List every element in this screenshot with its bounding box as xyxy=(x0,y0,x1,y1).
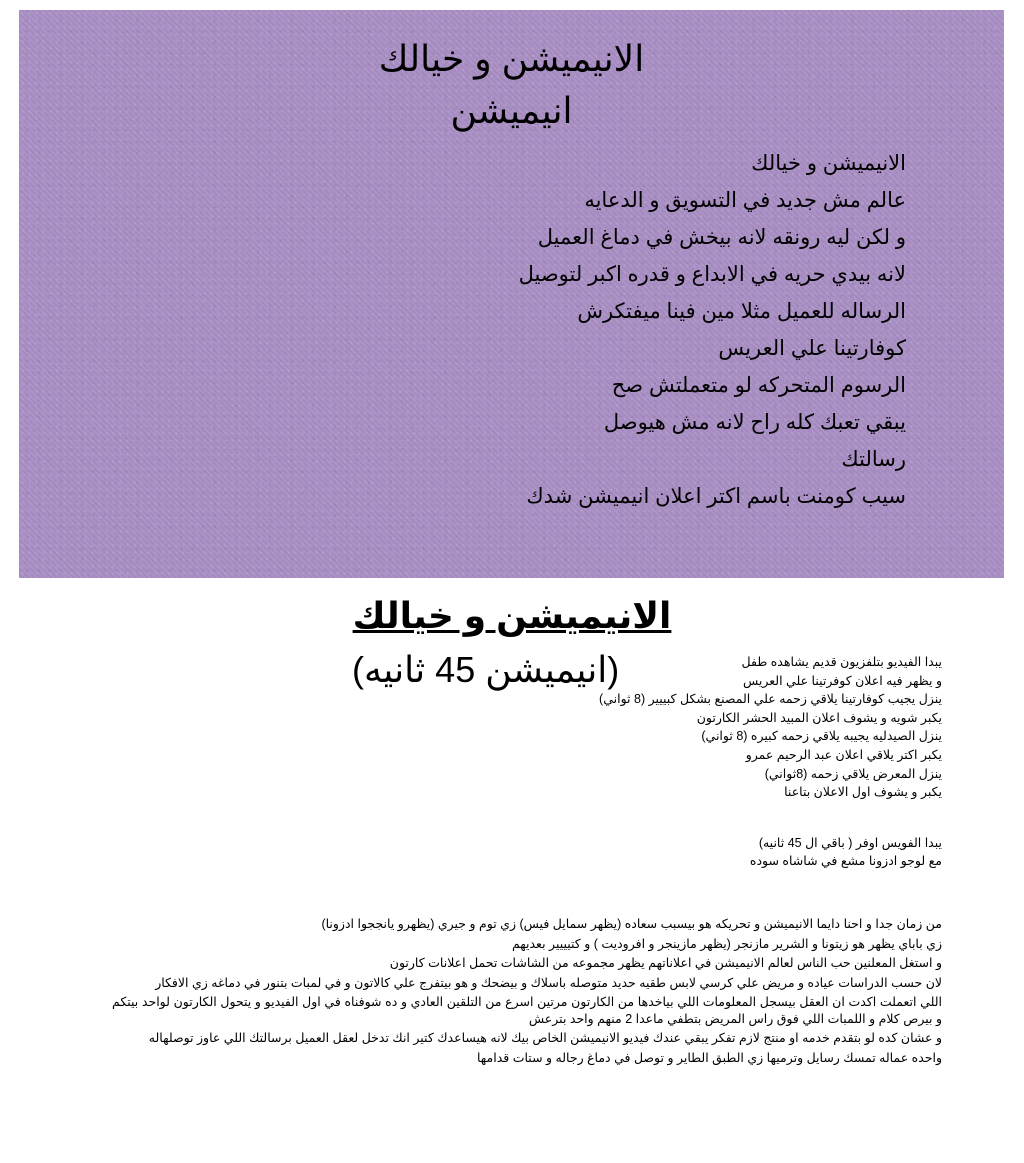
slide-line: عالم مش جديد في التسويق و الدعايه xyxy=(584,189,906,212)
script-line: يكبر شويه و يشوف اعلان المبيد الحشر الكارتون xyxy=(696,710,942,725)
slide-body xyxy=(306,145,906,515)
slide-line: سيب كومنت باسم اكتر اعلان انيميشن شدك xyxy=(526,485,906,508)
script-line: يبدا الفيديو بتلفزيون قديم يشاهده طفل xyxy=(741,655,942,669)
paragraph: و عشان كده لو بتقدم خدمه او منتج لازم تفكر يبقي عندك فيديو الانيميشن الخاص بيك لانه هيساعدك كتير انك تدخل لعقل العميل برسالتك اللي عاوز توصلهاله xyxy=(148,1031,942,1045)
slide-line: الرسوم المتحركه لو متعملتش صح xyxy=(611,374,906,397)
slide-line: كوفارتينا علي العريس xyxy=(718,337,906,360)
document-title xyxy=(0,592,1024,640)
script-line: يكبر اكتر يلاقي اعلان عبد الرحيم عمرو xyxy=(745,747,942,762)
script-line: ينزل المعرض يلاقي زحمه (8ثواني) xyxy=(764,766,942,781)
slide-line: لانه بيدي حريه في الابداع و قدره اكبر لتوصيل xyxy=(518,263,906,286)
paragraph: اللي اتعملت اكدت ان العقل بيسجل المعلومات اللي بياخدها من الكارتون مرتين اسرع من التلقين العادي و ده شوفناه في اول الفيديو و يتحول الكارتون لواحد بيتكم و بيرص كلام و اللمبات اللي فوق راس المريض بتطفي ماعدا 2 منهم واحد بترعش xyxy=(112,995,942,1026)
script-line: ينزل الصيدليه يجيبه يلاقي زحمه كبيره (8 ثواني) xyxy=(701,729,942,744)
slide-title-line-1: الانيميشن و خيالك xyxy=(378,38,645,79)
slide-line: و لكن ليه رونقه لانه بيخش في دماغ العميل xyxy=(537,226,906,249)
slide-title-line-2: انيميشن xyxy=(450,90,573,131)
paragraph: زي باباي يظهر هو زيتونا و الشرير مازنجر (يظهر مازينجر و افروديت ) و كتيييير بعديهم xyxy=(511,936,942,951)
script-line: و يظهر فيه اعلان كوفرتينا علي العريس xyxy=(742,673,942,688)
document-title-text: الانيميشن و خيالك xyxy=(352,595,672,636)
paragraph: واحده عماله تمسك رسايل وترميها زي الطبق الطاير و توصل في دماغ رجاله و ستات قدامها xyxy=(476,1050,942,1065)
voiceover-line: يبدا الفويس اوفر ( باقي ال 45 ثانيه) xyxy=(758,835,942,850)
document-subtitle: (انيميشن 45 ثانيه) xyxy=(352,649,620,690)
paragraph: و استغل المعلنين حب الناس لعالم الانيميشن في اعلاناتهم يظهر مجموعه من الشاشات تحمل اعلانات كارتون xyxy=(389,956,942,970)
script-line: ينزل يجيب كوفارتينا يلاقي زحمه علي المصنع بشكل كبييير (8 ثواني) xyxy=(599,692,942,707)
script-line: يكبر و يشوف اول الاعلان بتاعنا xyxy=(784,785,942,800)
paragraph: من زمان جدا و احنا دايما الانيميشن و تحريكه هو بيسبب سعاده (يظهر سمايل فيس) زي توم و جيري (يظهرو يانججوا ادزونا) xyxy=(321,917,942,931)
voiceover-paragraphs xyxy=(112,916,942,1069)
title-slide xyxy=(19,10,1004,578)
spacer xyxy=(262,802,942,834)
script-block xyxy=(262,653,942,871)
slide-line: رسالتك xyxy=(841,448,906,471)
voiceover-line: مع لوجو ادزونا مشع في شاشاه سوده xyxy=(749,854,942,869)
slide-line: يبقي تعبك كله راح لانه مش هيوصل xyxy=(603,411,906,434)
slide-line: الرساله للعميل مثلا مين فينا ميفتكرش xyxy=(577,300,906,323)
slide-line: الانيميشن و خيالك xyxy=(751,152,906,175)
paragraph: لان حسب الدراسات عياده و مريض علي كرسي لابس طقيه حديد متوصله باسلاك و بيضحك و هو بيتفرج علي كالاتون و في لمبات بتنور في دماغه زي الافكار xyxy=(155,975,942,990)
